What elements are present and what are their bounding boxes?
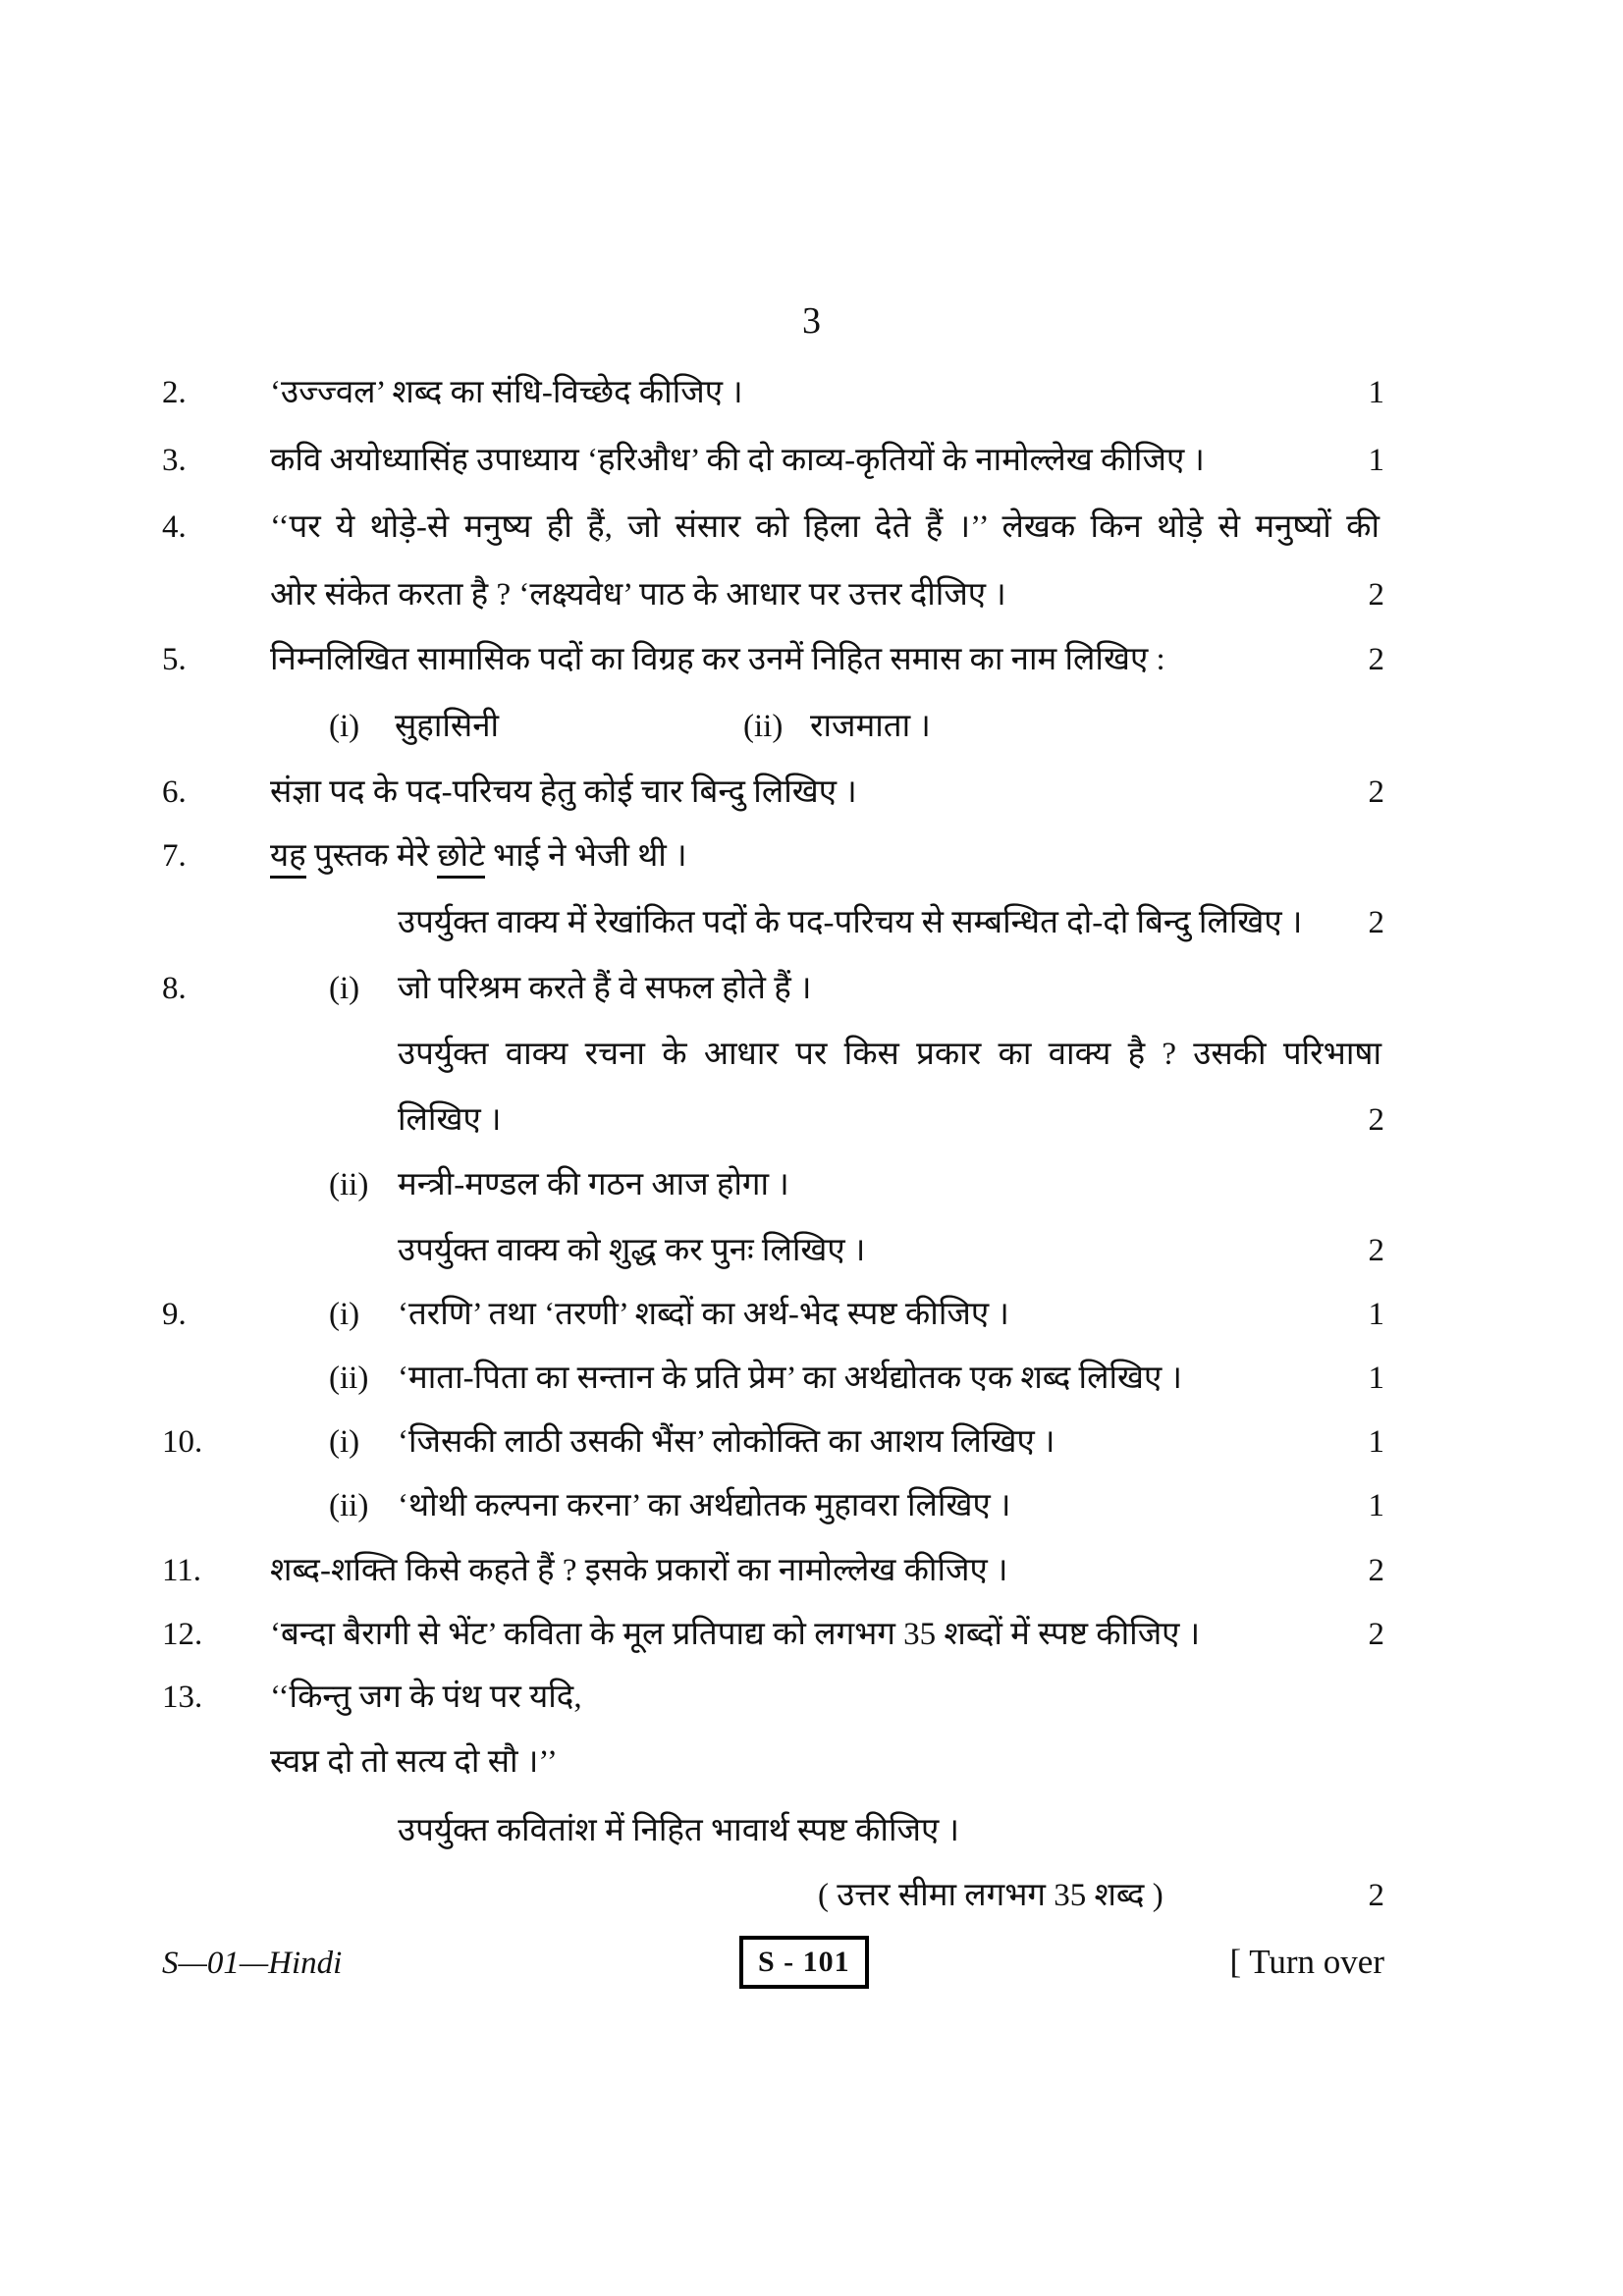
question-7-line-1 <box>162 831 1384 884</box>
question-13-poem-2: स्वप्न दो तो सत्य दो सौ ।’’ <box>270 1744 558 1780</box>
question-7-instruction: उपर्युक्त वाक्य में रेखांकित पदों के पद-परिचय से सम्बन्धित दो-दो बिन्दु लिखिए । <box>398 905 1303 940</box>
question-10-i-marks: 1 <box>1368 1424 1384 1460</box>
question-13-poem-1: ‘‘किन्तु जग के पंथ पर यदि, <box>270 1680 582 1715</box>
question-4-line-2 <box>162 570 1384 623</box>
question-12-marks: 2 <box>1368 1617 1384 1652</box>
question-6-marks: 2 <box>1368 774 1384 810</box>
question-13-line-3 <box>162 1806 1384 1859</box>
footer-series-code-box: S - 101 <box>739 1936 869 1989</box>
question-4-line-1 <box>162 503 1384 556</box>
question-4-text-2: ओर संकेत करता है ? ‘लक्ष्यवेध’ पाठ के आधार पर उत्तर दीजिए । <box>270 577 1006 613</box>
question-7-number: 7. <box>162 838 187 874</box>
question-13-marks: 2 <box>1368 1878 1384 1913</box>
question-8-i-line-3 <box>162 1095 1384 1148</box>
question-11-text: शब्द-शक्ति किसे कहते हैं ? इसके प्रकारों का नामोल्लेख कीजिए । <box>270 1553 1008 1588</box>
question-13-number: 13. <box>162 1680 203 1715</box>
question-8-number: 8. <box>162 971 187 1006</box>
question-5-item-ii-text: राजमाता । <box>810 709 931 744</box>
question-13-line-2 <box>162 1737 1384 1790</box>
footer-turn-over: [ Turn over <box>1229 1943 1384 1981</box>
question-4-marks: 2 <box>1368 577 1384 613</box>
question-9-ii-marker: (ii) <box>329 1361 369 1396</box>
question-7-line-2 <box>162 898 1384 951</box>
question-8-i-instruction-2: लिखिए । <box>398 1102 502 1138</box>
question-5-marks: 2 <box>1368 642 1384 677</box>
question-13-line-4 <box>162 1871 1384 1924</box>
question-10-ii <box>162 1481 1384 1534</box>
question-6-number: 6. <box>162 774 187 810</box>
question-10-number: 10. <box>162 1424 203 1460</box>
question-11-number: 11. <box>162 1553 202 1588</box>
question-11 <box>162 1546 1384 1599</box>
question-10-ii-marks: 1 <box>1368 1488 1384 1523</box>
question-2-marks: 1 <box>1368 375 1384 410</box>
underlined-word-2: छोटे <box>437 838 484 879</box>
question-9-ii-marks: 1 <box>1368 1361 1384 1396</box>
question-5-item-i-marker: (i) <box>329 709 360 744</box>
plain-text-part-3: भाई ने भेजी थी । <box>484 838 687 874</box>
question-6-text: संज्ञा पद के पद-परिचय हेतु कोई चार बिन्दु लिखिए । <box>270 774 857 810</box>
question-8-i-marks: 2 <box>1368 1102 1384 1138</box>
question-8-ii-marker: (ii) <box>329 1167 369 1202</box>
question-12 <box>162 1610 1384 1663</box>
question-8-i-line-2 <box>162 1030 1384 1083</box>
question-6 <box>162 768 1384 821</box>
question-9-i-marker: (i) <box>329 1297 360 1332</box>
question-13-line-1 <box>162 1673 1384 1726</box>
question-3-text: कवि अयोध्यासिंह उपाध्याय ‘हरिऔध’ की दो काव्य-कृतियों के नामोल्लेख कीजिए । <box>270 443 1205 478</box>
question-11-marks: 2 <box>1368 1553 1384 1588</box>
question-12-text: ‘बन्दा बैरागी से भेंट’ कविता के मूल प्रतिपाद्य को लगभग 35 शब्दों में स्पष्ट कीजिए । <box>270 1617 1201 1652</box>
question-8-i-text: जो परिश्रम करते हैं वे सफल होते हैं । <box>398 971 812 1006</box>
question-8-ii-instruction: उपर्युक्त वाक्य को शुद्ध कर पुनः लिखिए । <box>398 1233 866 1268</box>
question-10-ii-marker: (ii) <box>329 1488 369 1523</box>
question-5-item-i-text: सुहासिनी <box>395 709 500 744</box>
plain-text-part-1: पुस्तक मेरे <box>305 838 438 874</box>
question-10-i-text: ‘जिसकी लाठी उसकी भैंस’ लोकोक्ति का आशय लिखिए । <box>398 1424 1055 1460</box>
question-9-ii-text: ‘माता-पिता का सन्तान के प्रति प्रेम’ का अर्थद्योतक एक शब्द लिखिए । <box>398 1361 1183 1396</box>
question-3-number: 3. <box>162 443 187 478</box>
question-8-ii-text: मन्त्री-मण्डल की गठन आज होगा । <box>398 1167 789 1202</box>
question-9-i-text: ‘तरणि’ तथा ‘तरणी’ शब्दों का अर्थ-भेद स्पष्ट कीजिए । <box>398 1297 1009 1332</box>
page-footer <box>162 1936 1384 2004</box>
question-10-i <box>162 1417 1384 1470</box>
question-9-ii <box>162 1354 1384 1407</box>
question-8-ii-line-1 <box>162 1160 1384 1213</box>
question-4-text-1: ‘‘पर ये थोड़े-से मनुष्य ही हैं, जो संसार को हिला देते हैं ।’’ लेखक किन थोड़े से मनुष्यों की <box>270 509 1380 545</box>
question-10-ii-text: ‘थोथी कल्पना करना’ का अर्थद्योतक मुहावरा लिखिए । <box>398 1488 1011 1523</box>
question-8-i-instruction-1: उपर्युक्त वाक्य रचना के आधार पर किस प्रकार का वाक्य है ? उसकी परिभाषा <box>398 1037 1381 1072</box>
question-9-number: 9. <box>162 1297 187 1332</box>
question-8-i-line-1 <box>162 964 1384 1017</box>
page-number: 3 <box>802 300 821 342</box>
question-5-item-ii-marker: (ii) <box>743 709 784 744</box>
question-5-items <box>162 702 1384 755</box>
question-5-text: निम्नलिखित सामासिक पदों का विग्रह कर उनमें निहित समास का नाम लिखिए : <box>270 642 1165 677</box>
question-5 <box>162 635 1384 688</box>
underlined-word-0: यह <box>270 838 306 879</box>
footer-paper-code: S—01—Hindi <box>162 1946 343 1981</box>
question-8-i-marker: (i) <box>329 971 360 1006</box>
answer-limit-note: ( उत्तर सीमा लगभग 35 शब्द ) <box>818 1878 1163 1913</box>
question-8-ii-line-2 <box>162 1226 1384 1279</box>
question-9-i <box>162 1290 1384 1343</box>
question-2-number: 2. <box>162 375 187 410</box>
question-2-text: ‘उज्ज्वल’ शब्द का संधि-विच्छेद कीजिए । <box>270 375 743 410</box>
question-9-i-marks: 1 <box>1368 1297 1384 1332</box>
question-3-marks: 1 <box>1368 443 1384 478</box>
question-10-i-marker: (i) <box>329 1424 360 1460</box>
question-12-number: 12. <box>162 1617 203 1652</box>
question-7-marks: 2 <box>1368 905 1384 940</box>
question-5-number: 5. <box>162 642 187 677</box>
question-4-number: 4. <box>162 509 187 545</box>
question-8-ii-marks: 2 <box>1368 1233 1384 1268</box>
question-2 <box>162 368 1384 421</box>
question-7-sentence <box>270 831 687 881</box>
question-13-instruction: उपर्युक्त कवितांश में निहित भावार्थ स्पष्ट कीजिए । <box>398 1813 959 1848</box>
question-3 <box>162 436 1384 489</box>
